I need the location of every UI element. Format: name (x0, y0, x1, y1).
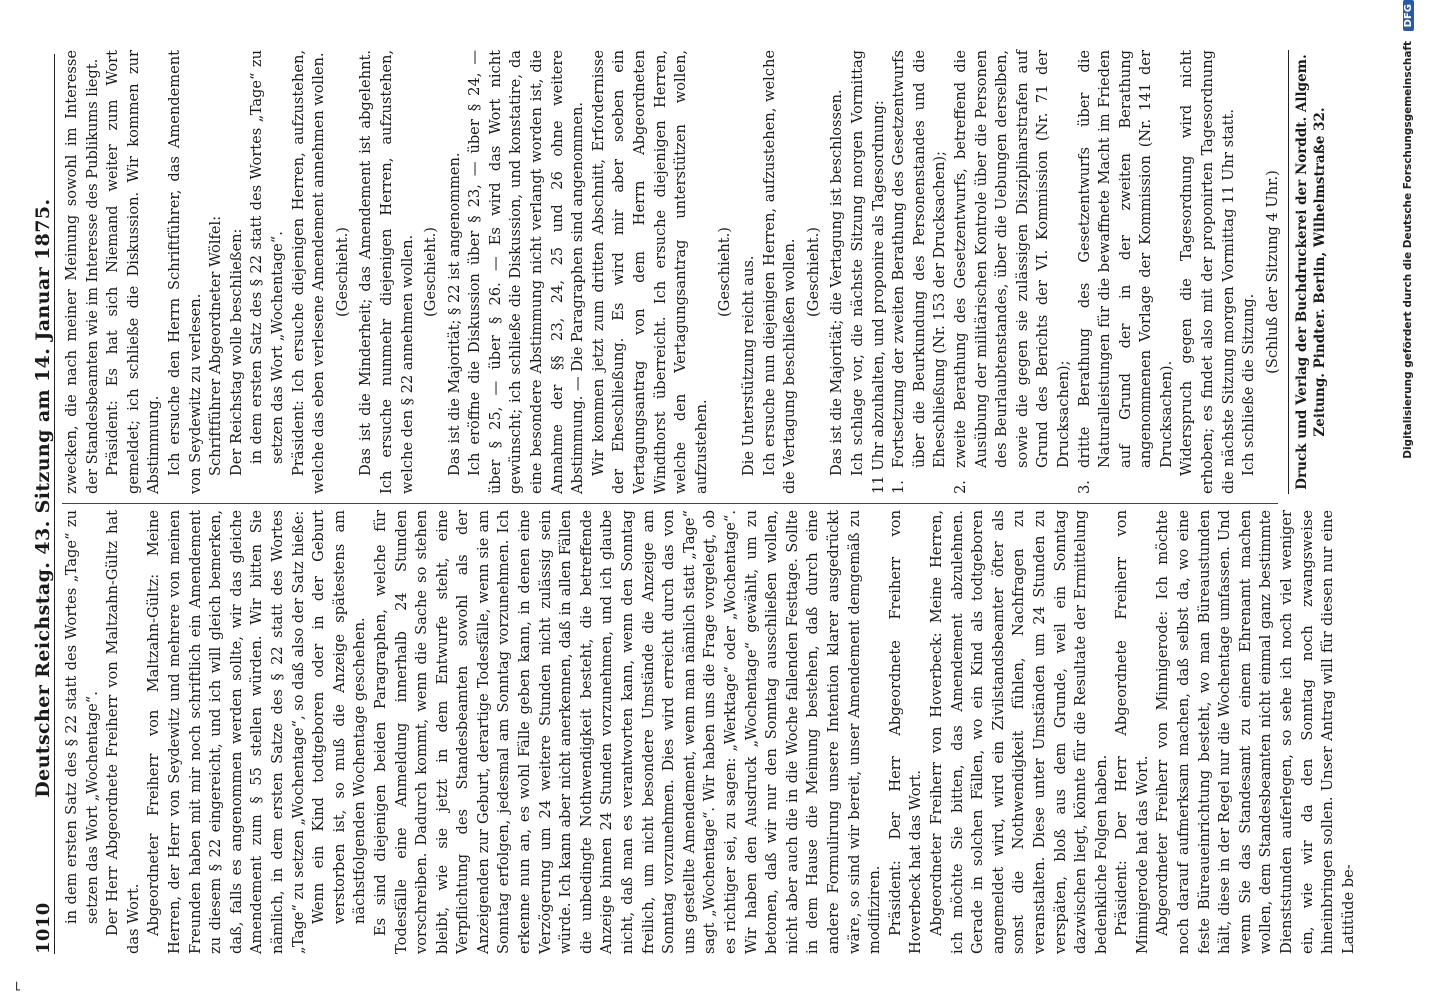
agenda-item (889, 50, 951, 494)
amendment-text: in dem ersten Satz des § 22 statt des Wortes „Tage“ zu setzen das Wort „Wochentage“. (63, 510, 101, 924)
agenda-number: 3. (1075, 480, 1093, 494)
corner-mark: ⌐ (10, 980, 26, 992)
agenda-item (1075, 50, 1178, 494)
vote-result: Das ist die Minderheit; das Amendement ist abgelehnt. Ich ersuche nunmehr diejenigen Herren, aufzustehen, welche den § 22 annehmen wollen. (357, 50, 416, 494)
page-header (18, 54, 55, 954)
digitization-note (1402, 0, 1414, 740)
speech-paragraph: Abgeordneter Freiherr von Hoverbeck: Meine Herren, ich möchte Sie bitten, das Amendement abzulehnen. Gerade in solchen Fällen, wo ein Kind als todtgeboren angemeldet wird, wird ein Zivilstandsbeamter öfter als sonst die Nothwendigkeit fühlen, Nachfragen zu veranstalten. Diese unter Umständen um 24 Stunden zu verspäten, bloß aus dem Grunde, weil ein Sonntag dazwischen liegt, könnte für die Resultate der Ermittelung bedenkliche Folgen haben. (927, 510, 1110, 954)
page-number: 1010 (33, 902, 54, 954)
session-end: (Schluß der Sitzung 4 Uhr.) (1263, 170, 1281, 374)
resolution-intro: Der Reichstag wolle beschließen: (227, 228, 245, 476)
speech-paragraph: Abgeordneter Freiherr von Maltzahn-Gültz: Meine Herren, der Herr von Seydewitz und mehrere von meinen Freunden haben mit mir noch schriftlich ein Amendement zu diesem § 22 eingereicht, und ich will gleich bemerken, daß, falls es angenommen werden sollte, wir das gleiche Amendement zum § 55 stellen würden. Wir bitten Sie nämlich, in dem ersten Satze des § 22 statt des Wortes „Tage“ zu setzen „Wochentage“, so daß also der Satz hieße: (145, 510, 307, 954)
agenda-intro: Ich schlage vor, die nächste Sitzung morgen Vormittag 11 Uhr abzuhalten, und proponire als Tagesordnung: (848, 50, 887, 494)
right-column (62, 50, 1286, 494)
speech-paragraph: Abgeordneter Freiherr von Minnigerode: Ich möchte noch darauf aufmerksam machen, daß selbst da, wo eine feste Büreaueinrichtung besteht, wo man Büreaustunden hält, diese in der Regel nur die Wochentage umfassen. Und wenn Sie das Standesamt zu einem Ehrenamt machen wollen, dem Standesbeamten nicht einmal ganz bestimmte Dienststunden auferlegen, so sehe ich noch viel weniger ein, wie wir da den Sonntag noch zwangsweise hineinbringen sollen. Unser Antrag will für diesen nur eine Latitüde be- (1154, 510, 1357, 954)
agenda-text: dritte Berathung des Gesetzentwurfs über die Naturalleistungen für die bewaffnete Macht im Frieden auf Grund der in der zweiten Berathung angenommenen Vorlage der Kommission (Nr. 141 der Drucksachen). (1075, 50, 1175, 468)
agenda-number: 2. (951, 480, 969, 494)
quoted-clause: Wenn ein Kind todtgeboren oder in der Geburt verstorben ist, so muß die Anzeige spätestens am nächstfolgenden Wochentage geschehen. (310, 510, 369, 924)
president-remark: Präsident: Der Herr Abgeordnete Freiherr von Hoverbeck hat das Wort. (886, 510, 925, 954)
closing-paragraph: Widerspruch gegen die Tagesordnung wird nicht erhoben; es findet also mit der proponirten Tagesordnung die nächste Sitzung morgen Vormittag 11 Uhr statt. (1178, 50, 1237, 494)
secretary-label: Schriftführer Abgeordneter Wölfel: (207, 215, 225, 476)
president-remark: Ich ersuche nun diejenigen Herren, aufzustehen, welche die Vertagung beschließen wollen. (760, 50, 799, 494)
speaker-call: Der Herr Abgeordnete Freiherr von Maltzahn-Gültz hat das Wort. (104, 510, 142, 954)
agenda-list (889, 50, 1177, 494)
page-title: Deutscher Reichstag. 43. Sitzung am 14. Januar 1875. (32, 198, 54, 798)
digitization-text: Digitalisierung gefördert durch die Deutsche Forschungsgemeinschaft (1402, 41, 1414, 459)
printer-imprint: Druck und Verlag der Buchdruckerei der Norddt. Allgem. Zeitung. Pindter. Berlin, Wilhelmstraße 32. (1288, 50, 1329, 494)
discussion-paragraph: Ich eröffne die Diskussion über § 23, — über § 24, — über § 25, — über § 26. — Es wird das Wort nicht gewünscht; ich schließe die Diskussion, und konstatire, da eine besondere Abstimmung nicht verlangt worden ist, die Annahme der §§ 23, 24, 25 und 26 ohne weitere Abstimmung. — Die Paragraphen sind angenommen. (466, 50, 587, 494)
speech-continuation: zwecken, die nach meiner Meinung sowohl im Interesse der Standesbeamten wie im Interesse des Publikums liegt. (63, 50, 101, 494)
support-note: Die Unterstützung reicht aus. (740, 255, 757, 476)
president-remark: Präsident: Ich ersuche diejenigen Herren, aufzustehen, welche das eben verlesene Amendement annehmen wollen. (289, 50, 328, 494)
speech-paragraph: Es sind diejenigen beiden Paragraphen, welche für Todesfälle eine Anmeldung innerhalb 24 Stunden vorschreiben. Dadurch kommt, wenn die Sache so stehen bleibt, wie sie jetzt in dem Entwurfe steht, eine Verpflichtung des Standesbeamten sowohl als der Anzeigenden zur Geburt, derartige Todesfälle, wenn sie am Sonntag erfolgen, jedesmal am Sonntag vorzunehmen. Ich erkenne nun an, es wohl Fälle geben kann, in denen eine Verzögerung um 24 weitere Stunden nicht zulässig sein würde. Ich kann aber nicht anerkennen, daß in allen Fällen die unbedingte Nothwendigkeit besteht, die betreffende Anzeige binnen 24 Stunden vorzunehmen, und ich glaube nicht, daß man es verantworten kann, wenn den Sonntag freilich, um nicht besondere Umstände die Anzeige am Sonntag vorzunehmen. Dies wird erreicht durch das von uns gestellte Amendement, wenn man nämlich statt „Tage“ sagt „Wochentage“. Wir haben uns die Frage vorgelegt, ob es richtiger sei, zu sagen: „Werktage“ oder „Wochentage“. Wir haben den Ausdruck „Wochentage“ gewählt, um zu betonen, daß wir nur den Sonntag ausschließen wollen, nicht aber auch die in die Woche fallenden Festtage. Sollte in dem Hause die Meinung bestehen, daß durch eine andere Formulirung unsere Intention klarer ausgedrückt wäre, so sind wir bereit, unser Amendement demgemäß zu modifiziren. (371, 510, 884, 954)
dfg-logo: DFG (1403, 0, 1414, 31)
stage-direction: (Geschieht.) (804, 227, 822, 317)
president-remark: Ich ersuche den Herrn Schriftführer, das Amendement von Seydewitz zu verlesen. (165, 50, 204, 494)
stage-direction: (Geschieht.) (422, 227, 440, 317)
left-column (62, 510, 1359, 954)
agenda-item (951, 50, 1075, 494)
column-divider (62, 503, 1278, 504)
vote-result: Das ist die Majorität; die Vertagung ist beschlossen. (828, 89, 846, 476)
vote-result: Das ist die Majorität; § 22 ist angenommen. (445, 152, 463, 476)
agenda-text: zweite Berathung des Gesetzentwurfs, betreffend die Ausübung der militärischen Kontrole über die Personen des Beurlaubtenstandes, über die Uebungen derselben, sowie die gegen sie zulässigen Disziplinarstrafen auf Grund des Berichts der VI. Kommission (Nr. 71 der Drucksachen); (951, 50, 1072, 468)
president-remark: Präsident: Der Herr Abgeordnete Freiherr von Minnigerode hat das Wort. (1113, 510, 1151, 954)
agenda-number: 1. (890, 480, 908, 494)
discussion-paragraph: Wir kommen jetzt zum dritten Abschnitt, Erfordernisse der Eheschließung. Es wird mir aber soeben ein Vertagungsantrag von dem Herrn Abgeordneten Windthorst überreicht. Ich ersuche diejenigen Herren, welche den Vertagungsantrag unterstützen wollen, aufzustehen. (589, 50, 710, 494)
agenda-text: Fortsetzung der zweiten Berathung des Gesetzentwurfs über die Beurkundung des Personenstandes und die Eheschließung (Nr. 153 der Drucksachen); (890, 50, 949, 468)
president-remark: Präsident: Es hat sich Niemand weiter zum Wort gemeldet; ich schließe die Diskussion. Wir kommen zur Abstimmung. (104, 50, 163, 494)
stage-direction: (Geschieht.) (716, 227, 734, 317)
stage-direction: (Geschieht.) (333, 227, 351, 317)
amendment-text: in dem ersten Satz des § 22 statt des Wortes „Tage“ zu setzen das Wort „Wochentage“. (248, 50, 286, 464)
closing-paragraph: Ich schließe die Sitzung. (1240, 293, 1258, 476)
